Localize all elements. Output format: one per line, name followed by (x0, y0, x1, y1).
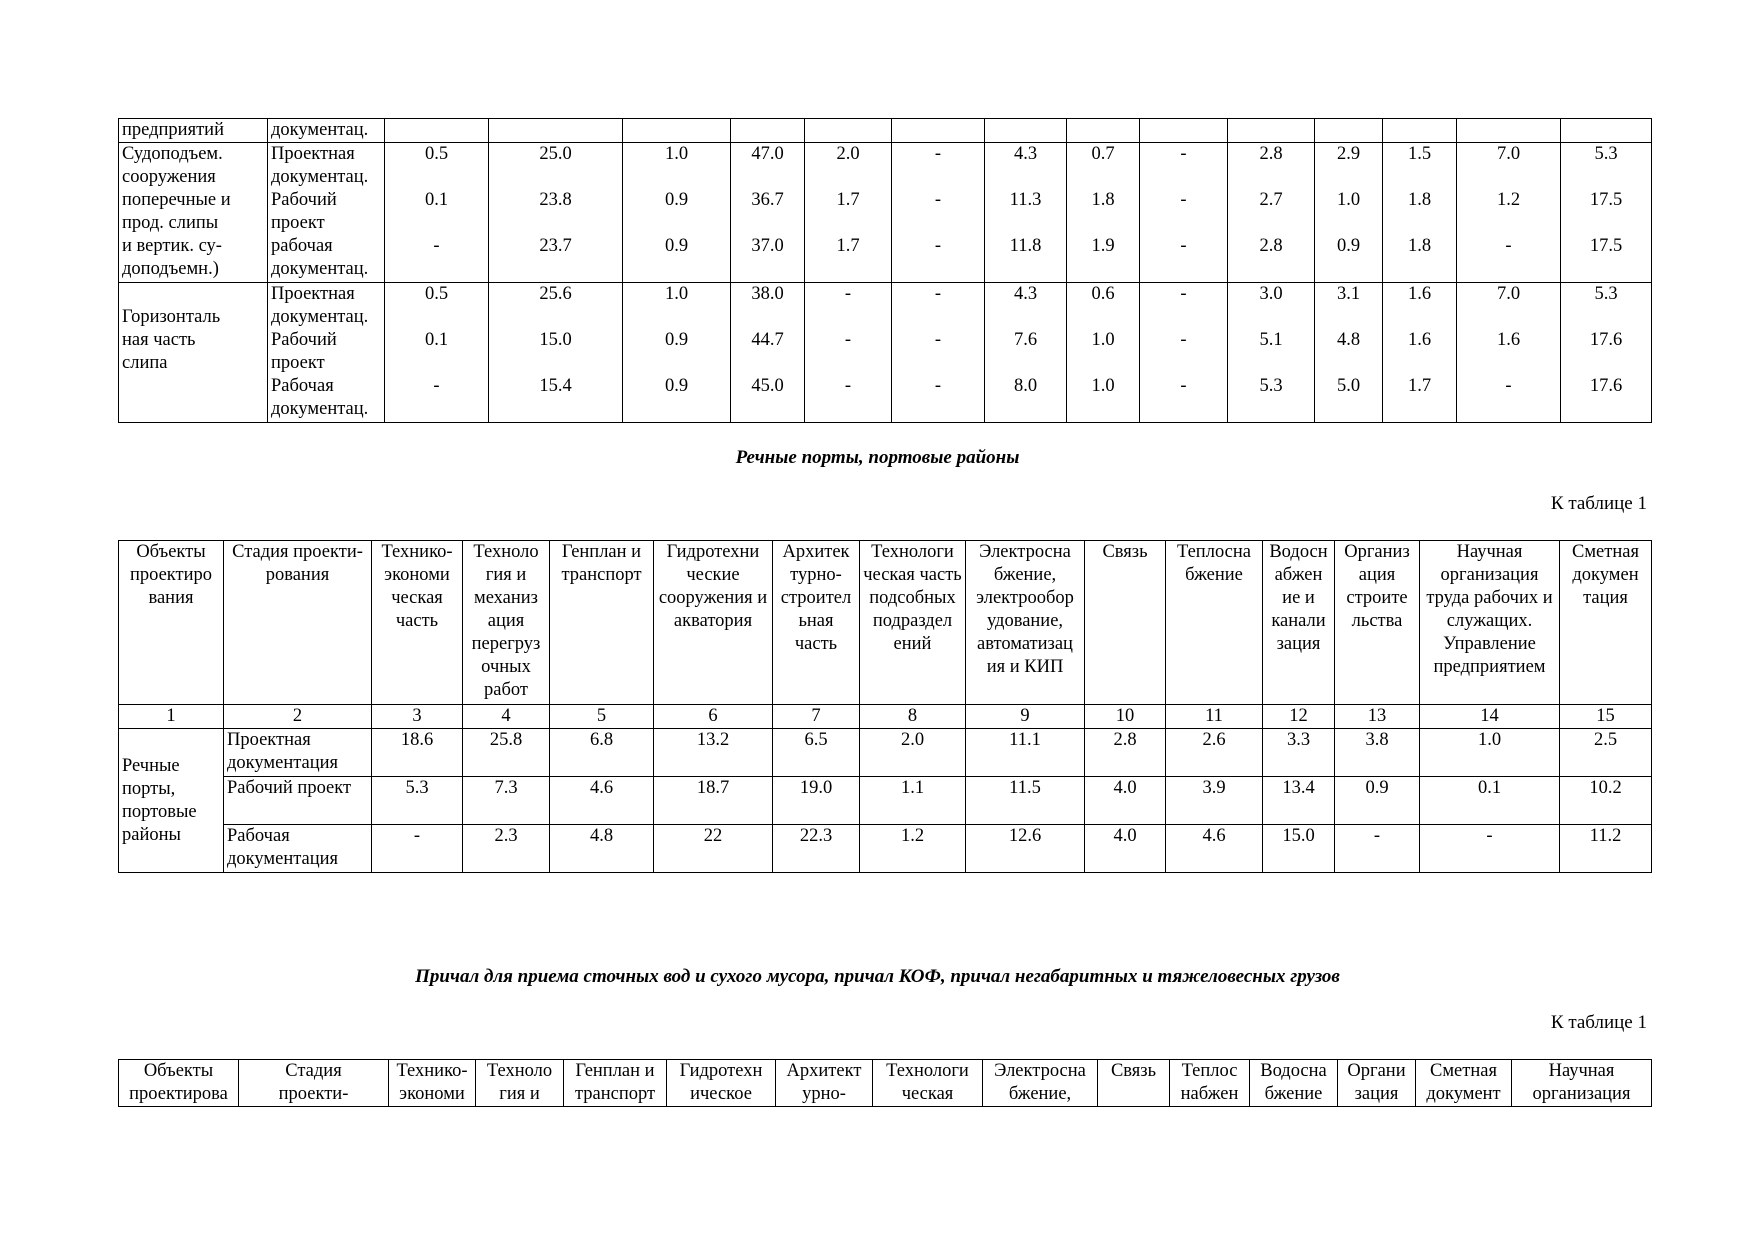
value-cell: 5.3 17.6 17.6 (1561, 283, 1652, 423)
column-number: 12 (1263, 705, 1335, 729)
table-row (119, 825, 1652, 873)
table-reference: К таблице 1 (1550, 493, 1647, 514)
stage-cell: Проектная документация (224, 729, 372, 777)
value-cell: 2.6 (1166, 729, 1263, 777)
column-header: Генплан и транспорт (550, 541, 654, 705)
column-number: 9 (966, 705, 1085, 729)
column-header: Технологи ческая часть подсобных подраздел ений (860, 541, 966, 705)
column-header: Научная организация труда рабочих и служащих. Управление предприятием (1420, 541, 1560, 705)
column-header: Техноло гия и (476, 1060, 564, 1107)
column-header: Стадия проекти- (239, 1060, 389, 1107)
value-cell: 2.5 (1560, 729, 1652, 777)
column-header: Гидротехн ическое (667, 1060, 776, 1107)
column-header: Теплос набжен (1170, 1060, 1250, 1107)
column-header: Стадия проекти-рования (224, 541, 372, 705)
value-cell: 11.1 (966, 729, 1085, 777)
value-cell: 4.0 (1085, 825, 1166, 873)
column-header: Органи зация (1338, 1060, 1416, 1107)
column-header: Технологи ческая (873, 1060, 983, 1107)
column-number: 14 (1420, 705, 1560, 729)
value-cell: 0.7 1.8 1.9 (1067, 143, 1140, 283)
value-cell: - - - (805, 283, 892, 423)
column-number: 5 (550, 705, 654, 729)
table-row (119, 283, 1652, 423)
column-number: 13 (1335, 705, 1420, 729)
value-cell: 3.1 4.8 5.0 (1315, 283, 1383, 423)
value-cell: 2.0 1.7 1.7 (805, 143, 892, 283)
column-number: 3 (372, 705, 463, 729)
table-berths (118, 1059, 1652, 1107)
value-cell: 12.6 (966, 825, 1085, 873)
column-header: Связь (1085, 541, 1166, 705)
value-cell: 38.0 44.7 45.0 (731, 283, 805, 423)
value-cell: 2.3 (463, 825, 550, 873)
column-header: Организ ация строите льства (1335, 541, 1420, 705)
value-cell: 0.6 1.0 1.0 (1067, 283, 1140, 423)
column-number: 8 (860, 705, 966, 729)
column-header: Гидротехни ческие сооружения и акватория (654, 541, 773, 705)
table-header-row (119, 541, 1652, 705)
value-cell: 18.7 (654, 777, 773, 825)
column-header: Теплосна бжение (1166, 541, 1263, 705)
carry-object: предприятий (119, 119, 268, 143)
column-header: Водосн абжен ие и канали зация (1263, 541, 1335, 705)
column-header: Техноло гия и механиз ация перегруз очных работ (463, 541, 550, 705)
column-number: 15 (1560, 705, 1652, 729)
column-header: Научная организация (1512, 1060, 1652, 1107)
value-cell: 11.2 (1560, 825, 1652, 873)
stage-cell: Рабочий проект (224, 777, 372, 825)
object-cell: Речные порты, портовые районы (119, 729, 224, 873)
value-cell: 0.1 (1420, 777, 1560, 825)
value-cell: - - - (1140, 143, 1228, 283)
value-cell: - (372, 825, 463, 873)
value-cell: 2.0 (860, 729, 966, 777)
value-cell: 18.6 (372, 729, 463, 777)
column-number: 4 (463, 705, 550, 729)
table-reference: К таблице 1 (1550, 1012, 1647, 1033)
value-cell: 25.0 23.8 23.7 (489, 143, 623, 283)
column-header: Сметная документ (1416, 1060, 1512, 1107)
value-cell: 1.0 0.9 0.9 (623, 143, 731, 283)
column-header: Электросна бжение, (983, 1060, 1098, 1107)
column-number: 7 (773, 705, 860, 729)
value-cell: 7.3 (463, 777, 550, 825)
value-cell: 0.5 0.1 - (385, 283, 489, 423)
value-cell: 1.6 1.6 1.7 (1383, 283, 1457, 423)
value-cell: 4.3 7.6 8.0 (985, 283, 1067, 423)
value-cell: - (1420, 825, 1560, 873)
table-row (119, 729, 1652, 777)
column-number: 2 (224, 705, 372, 729)
column-header: Генплан и транспорт (564, 1060, 667, 1107)
value-cell: 1.0 0.9 0.9 (623, 283, 731, 423)
table-row (119, 777, 1652, 825)
value-cell: 4.8 (550, 825, 654, 873)
stage-cell: Проектная документац. Рабочий проект Рабочая документац. (268, 283, 385, 423)
value-cell: 13.2 (654, 729, 773, 777)
column-header: Связь (1098, 1060, 1170, 1107)
value-cell: 1.1 (860, 777, 966, 825)
table-row (119, 143, 1652, 283)
value-cell: 2.9 1.0 0.9 (1315, 143, 1383, 283)
column-header: Архитек турно-строител ьная часть (773, 541, 860, 705)
column-header: Электросна бжение, электрообор удование, автоматизац ия и КИП (966, 541, 1085, 705)
value-cell: 19.0 (773, 777, 860, 825)
value-cell: 1.0 (1420, 729, 1560, 777)
value-cell: 47.0 36.7 37.0 (731, 143, 805, 283)
value-cell: 6.5 (773, 729, 860, 777)
section-heading-berths: Причал для приема сточных вод и сухого мусора, причал КОФ, причал негабаритных и тяжеловесных грузов (415, 966, 1340, 987)
column-header: Сметная докумен тация (1560, 541, 1652, 705)
column-header: Технико-экономи ческая часть (372, 541, 463, 705)
value-cell: 1.2 (860, 825, 966, 873)
value-cell: 5.3 17.5 17.5 (1561, 143, 1652, 283)
value-cell: 2.8 2.7 2.8 (1228, 143, 1315, 283)
value-cell: - - - (1140, 283, 1228, 423)
column-header: Объекты проектиро вания (119, 541, 224, 705)
value-cell: 11.5 (966, 777, 1085, 825)
value-cell: 13.4 (1263, 777, 1335, 825)
carry-stage: документац. (268, 119, 385, 143)
column-header: Архитект урно- (776, 1060, 873, 1107)
value-cell: 15.0 (1263, 825, 1335, 873)
value-cell: - - - (892, 283, 985, 423)
value-cell: 4.3 11.3 11.8 (985, 143, 1067, 283)
value-cell: 3.0 5.1 5.3 (1228, 283, 1315, 423)
value-cell: 25.6 15.0 15.4 (489, 283, 623, 423)
object-cell: Судоподъем. сооружения поперечные и прод. слипы и вертик. су- доподъемн.) (119, 143, 268, 283)
value-cell: 0.5 0.1 - (385, 143, 489, 283)
value-cell: - (1335, 825, 1420, 873)
value-cell: 7.0 1.2 - (1457, 143, 1561, 283)
value-cell: 3.3 (1263, 729, 1335, 777)
stage-cell: Рабочая документация (224, 825, 372, 873)
value-cell: 0.9 (1335, 777, 1420, 825)
value-cell: 2.8 (1085, 729, 1166, 777)
column-header: Объекты проектирова (119, 1060, 239, 1107)
value-cell: 25.8 (463, 729, 550, 777)
column-number: 10 (1085, 705, 1166, 729)
column-header: Технико- экономи (389, 1060, 476, 1107)
column-number: 11 (1166, 705, 1263, 729)
column-number-row (119, 705, 1652, 729)
value-cell: 22.3 (773, 825, 860, 873)
column-header: Водосна бжение (1250, 1060, 1338, 1107)
value-cell: 22 (654, 825, 773, 873)
table-river-ports (118, 540, 1652, 873)
value-cell: 10.2 (1560, 777, 1652, 825)
value-cell: 4.6 (1166, 825, 1263, 873)
object-cell: Горизонталь ная часть слипа (119, 283, 268, 423)
table-header-row (119, 1060, 1652, 1107)
value-cell: 1.5 1.8 1.8 (1383, 143, 1457, 283)
value-cell: 7.0 1.6 - (1457, 283, 1561, 423)
value-cell: 5.3 (372, 777, 463, 825)
value-cell: 6.8 (550, 729, 654, 777)
value-cell: 4.6 (550, 777, 654, 825)
column-number: 6 (654, 705, 773, 729)
stage-cell: Проектная документац. Рабочий проект рабочая документац. (268, 143, 385, 283)
table-slipways (118, 118, 1652, 423)
table-row (119, 119, 1652, 143)
section-heading-river-ports: Речные порты, портовые районы (735, 447, 1020, 468)
value-cell: - - - (892, 143, 985, 283)
column-number: 1 (119, 705, 224, 729)
value-cell: 4.0 (1085, 777, 1166, 825)
value-cell: 3.9 (1166, 777, 1263, 825)
value-cell: 3.8 (1335, 729, 1420, 777)
